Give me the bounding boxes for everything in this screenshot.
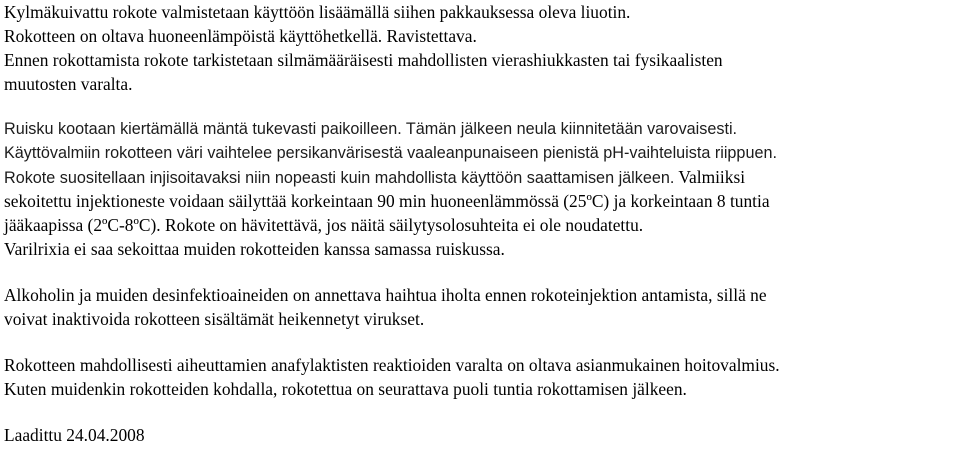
paragraph-gap bbox=[4, 96, 958, 117]
anaphylaxis-paragraph bbox=[4, 353, 958, 401]
preparation-paragraph bbox=[4, 0, 958, 96]
text-line: Kuten muidenkin rokotteiden kohdalla, rokotettua on seurattava puoli tuntia rokottamisen jälkeen. bbox=[4, 379, 687, 399]
text-segment: Rokote suositellaan injisoitavaksi niin nopeasti kuin mahdollista käyttöön saattamisen jälkeen. bbox=[4, 169, 675, 187]
syringe-paragraph bbox=[4, 117, 958, 261]
text-line: sekoitettu injektioneste voidaan säilyttää korkeintaan 90 min huoneenlämmössä (25ºC) ja korkeintaan 8 tuntia bbox=[4, 191, 770, 211]
text-segment: Valmiiksi bbox=[674, 167, 746, 187]
alcohol-paragraph bbox=[4, 283, 958, 331]
document-page bbox=[4, 0, 958, 447]
text-line: muutosten varalta. bbox=[4, 74, 133, 94]
text-line: Alkoholin ja muiden desinfektioaineiden on annettava haihtua iholta ennen rokoteinjektion antamista, sillä ne bbox=[4, 285, 767, 305]
text-line: Ennen rokottamista rokote tarkistetaan silmämääräisesti mahdollisten vierashiukkasten tai fysikaalisten bbox=[4, 50, 723, 70]
text-line: Käyttövalmiin rokotteen väri vaihtelee persikanvärisestä vaaleanpunaiseen pienistä pH-vaihteluista riippuen. bbox=[4, 144, 777, 162]
document-date: Laadittu 24.04.2008 bbox=[4, 425, 145, 445]
text-line: Kylmäkuivattu rokote valmistetaan käyttöön lisäämällä siihen pakkauksessa oleva liuotin. bbox=[4, 2, 631, 22]
text-line bbox=[4, 165, 958, 189]
paragraph-gap bbox=[4, 401, 958, 423]
text-line: voivat inaktivoida rokotteen sisältämät heikennetyt virukset. bbox=[4, 309, 425, 329]
text-line: Ruisku kootaan kiertämällä mäntä tukevasti paikoilleen. Tämän jälkeen neula kiinnitetään varovaisesti. bbox=[4, 120, 738, 138]
text-line: Varilrixia ei saa sekoittaa muiden rokotteiden kanssa samassa ruiskussa. bbox=[4, 239, 505, 259]
text-line: Rokotteen mahdollisesti aiheuttamien anafylaktisten reaktioiden varalta on oltava asianmukainen hoitovalmius. bbox=[4, 355, 780, 375]
paragraph-gap bbox=[4, 331, 958, 353]
text-line: Rokotteen on oltava huoneenlämpöistä käyttöhetkellä. Ravistettava. bbox=[4, 26, 477, 46]
paragraph-gap bbox=[4, 261, 958, 283]
text-line: jääkaapissa (2ºC-8ºC). Rokote on hävitettävä, jos näitä säilytysolosuhteita ei ole noudatettu. bbox=[4, 215, 644, 235]
